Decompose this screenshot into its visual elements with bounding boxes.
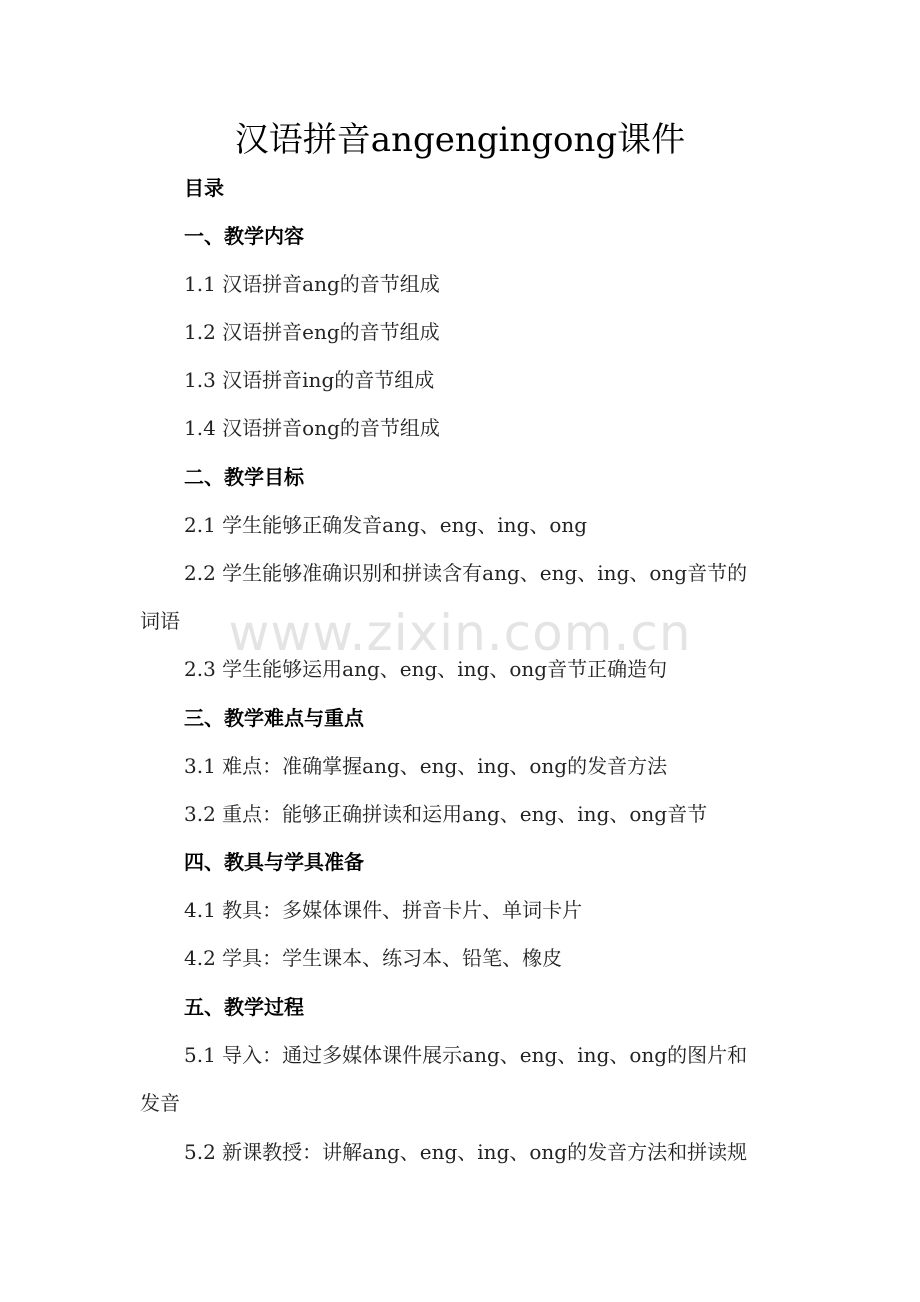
item-3-2: 3.2 重点：能够正确拼读和运用ang、eng、ing、ong音节 xyxy=(184,802,708,826)
item-3-1: 3.1 难点：准确掌握ang、eng、ing、ong的发音方法 xyxy=(184,754,668,778)
item-4-1: 4.1 教具：多媒体课件、拼音卡片、单词卡片 xyxy=(184,898,583,922)
watermark: www.zixin.com.cn xyxy=(228,604,692,662)
item-5-1: 5.1 导入：通过多媒体课件展示ang、eng、ing、ong的图片和 xyxy=(184,1043,748,1067)
item-1-2: 1.2 汉语拼音eng的音节组成 xyxy=(184,320,440,344)
item-1-3: 1.3 汉语拼音ing的音节组成 xyxy=(184,368,435,392)
item-1-1: 1.1 汉语拼音ang的音节组成 xyxy=(184,272,440,296)
item-2-1: 2.1 学生能够正确发音ang、eng、ing、ong xyxy=(184,513,588,537)
section-heading-4: 四、教具与学具准备 xyxy=(184,850,364,874)
item-2-2-continued: 词语 xyxy=(140,609,180,633)
section-heading-3: 三、教学难点与重点 xyxy=(184,706,364,730)
item-5-1-continued: 发音 xyxy=(140,1091,180,1115)
toc-heading: 目录 xyxy=(184,176,224,200)
item-2-3: 2.3 学生能够运用ang、eng、ing、ong音节正确造句 xyxy=(184,657,668,681)
item-5-2: 5.2 新课教授：讲解ang、eng、ing、ong的发音方法和拼读规 xyxy=(184,1140,748,1164)
item-1-4: 1.4 汉语拼音ong的音节组成 xyxy=(184,416,440,440)
section-heading-2: 二、教学目标 xyxy=(184,465,304,489)
document-title: 汉语拼音angengingong课件 xyxy=(234,120,686,160)
section-heading-1: 一、教学内容 xyxy=(184,224,304,248)
section-heading-5: 五、教学过程 xyxy=(184,995,304,1019)
item-2-2: 2.2 学生能够准确识别和拼读含有ang、eng、ing、ong音节的 xyxy=(184,561,748,585)
item-4-2: 4.2 学具：学生课本、练习本、铅笔、橡皮 xyxy=(184,946,563,970)
